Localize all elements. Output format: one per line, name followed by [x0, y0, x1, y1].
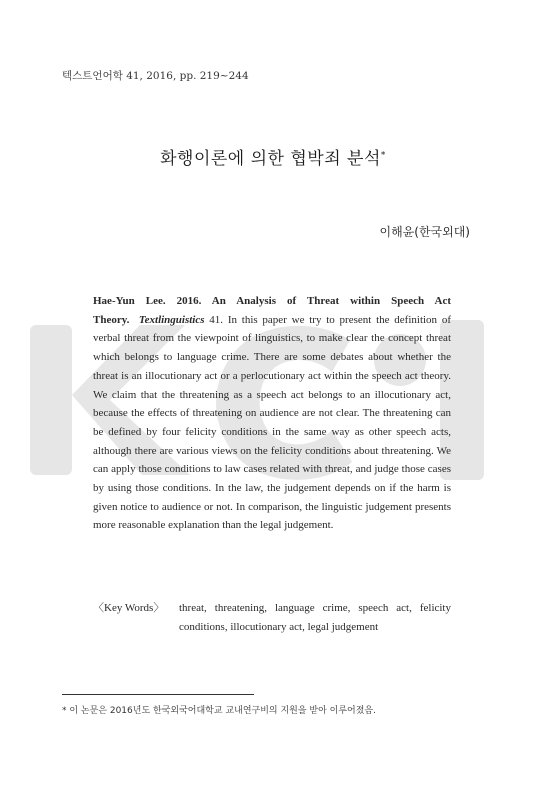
journal-name: Textlinguistics: [138, 313, 205, 326]
abstract: [93, 292, 451, 535]
citation: Hae-Yun Lee. 2016. An Analysis of Threat within Speech Act Theory.: [93, 295, 451, 326]
abstract-body: 41. In this paper we try to present the definition of verbal threat from the viewpoint of linguistics, to make clear the concept threat which belongs to language crime. There are some debates about whether the threat is an illocutionary act or a perlocutionary act within the speech act theory. We claim that the threatening as a speech act belongs to an illocutionary act, because the effects of threatening on audience are not clear. The threatening can be defined by four felicity conditions in the same way as other speech acts, although there are various views on the felicity conditions about threatening. We can apply those conditions to law cases related with threat, and judge those cases by using those conditions. In the law, the judgement depends on if the harm is given notice to audience or not. In comparison, the linguistic judgement presents more reasonable explanation than the legal judgement.: [93, 313, 451, 532]
title-footnote-marker: *: [380, 150, 386, 161]
paper-title: [0, 144, 546, 169]
footnote-divider: [62, 694, 254, 695]
keywords: [93, 599, 451, 636]
footnote: * 이 논문은 2016년도 한국외국어대학교 교내연구비의 지원을 받아 이루어졌음.: [62, 706, 376, 716]
author-affiliation: 이해윤(한국외대): [379, 225, 470, 239]
paper-title-text: 화행이론에 의한 협박죄 분석: [160, 149, 381, 169]
journal-info: 텍스트언어학 41, 2016, pp. 219~244: [62, 70, 249, 82]
keywords-label: 〈Key Words〉: [93, 602, 165, 614]
keywords-list: threat, threatening, language crime, speech act, felicity conditions, illocutionary act, legal judgement: [179, 602, 451, 633]
